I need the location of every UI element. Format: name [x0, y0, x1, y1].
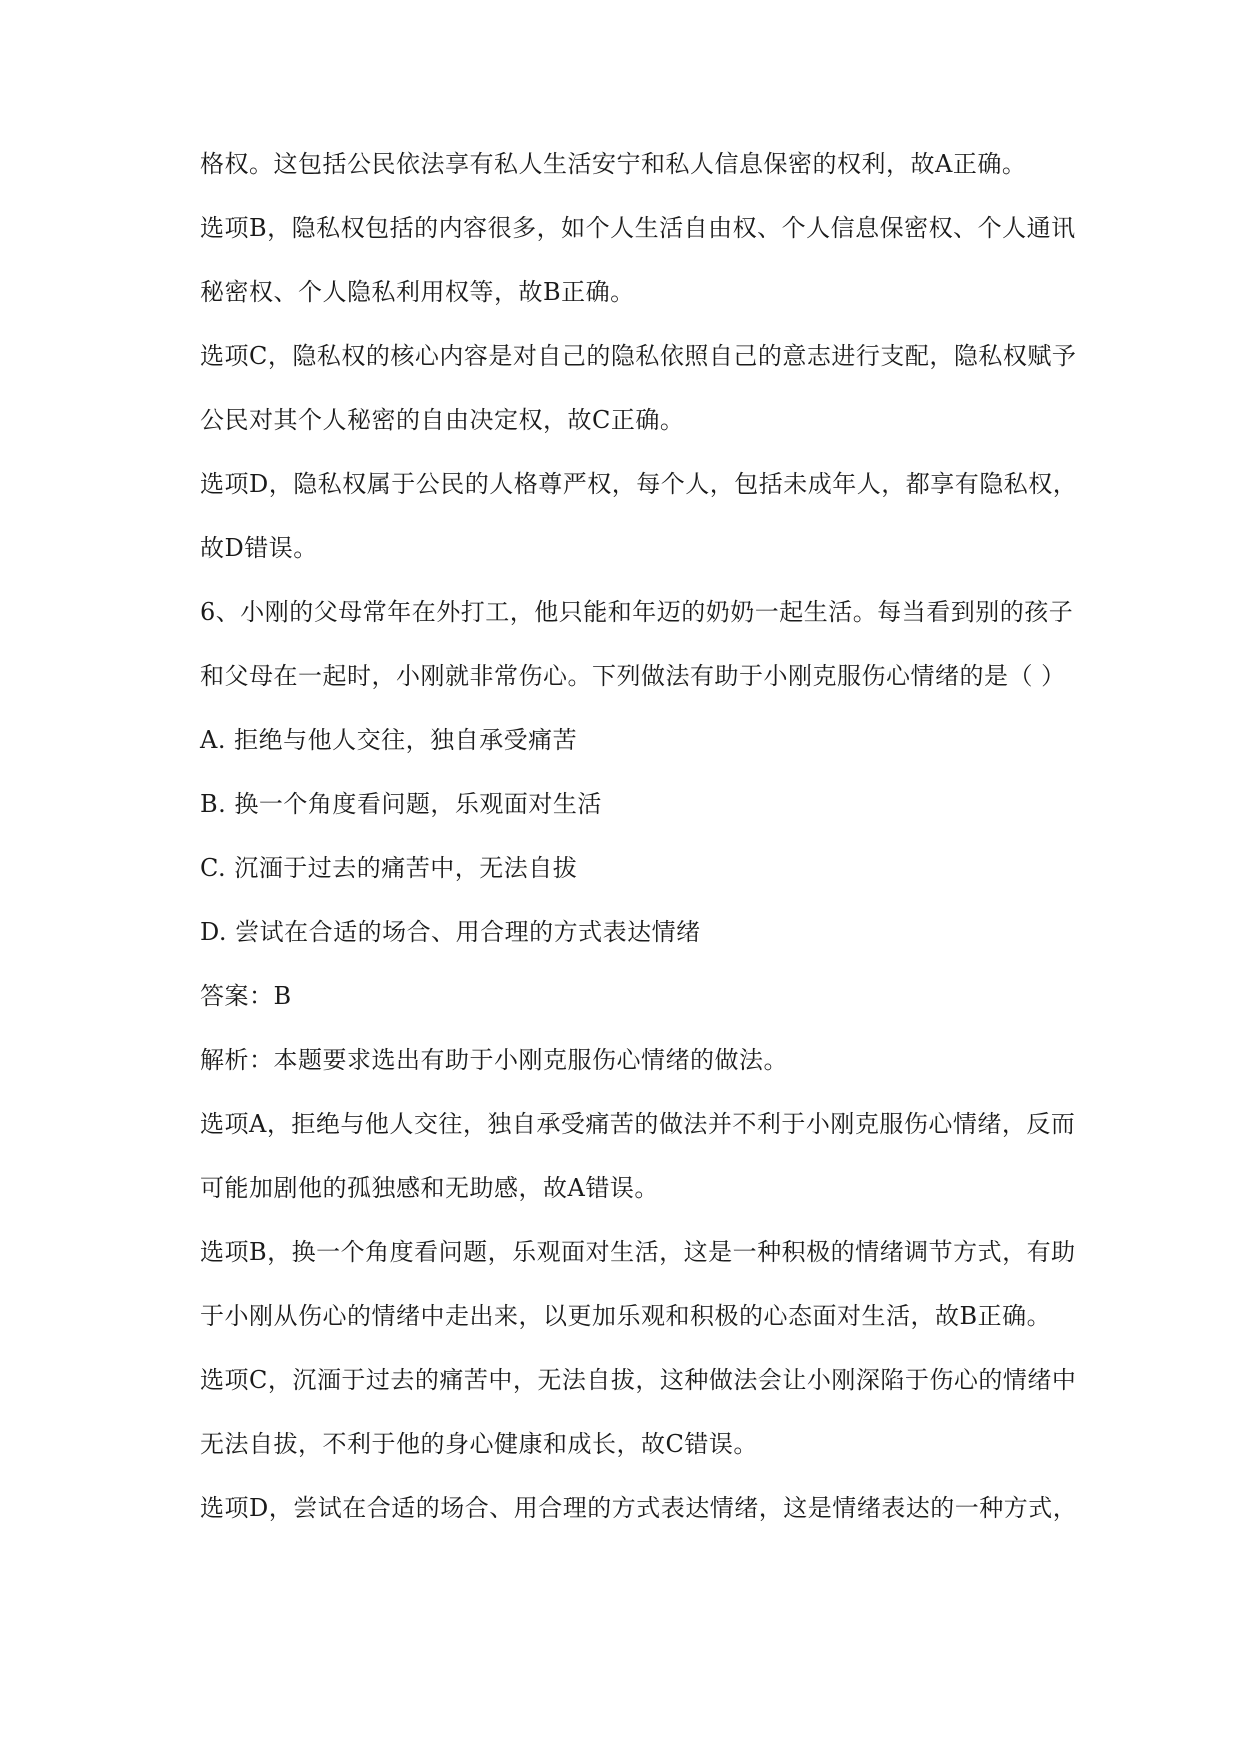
text-line: 格权。这包括公民依法享有私人生活安宁和私人信息保密的权利，故A正确。 [200, 150, 1027, 178]
text-line: 选项D，隐私权属于公民的人格尊严权，每个人，包括未成年人，都享有隐私权， [200, 470, 1078, 498]
text-line: 秘密权、个人隐私利用权等，故B正确。 [200, 278, 635, 306]
answer: 答案：B [200, 982, 292, 1010]
analysis-line: 选项A，拒绝与他人交往，独自承受痛苦的做法并不利于小刚克服伤心情绪，反而 [200, 1110, 1076, 1138]
text-line: 选项B，隐私权包括的内容很多，如个人生活自由权、个人信息保密权、个人通讯 [200, 214, 1076, 242]
analysis-line: 可能加剧他的孤独感和无助感，故A错误。 [200, 1174, 659, 1202]
analysis-intro: 解析：本题要求选出有助于小刚克服伤心情绪的做法。 [200, 1046, 788, 1074]
document-body [200, 132, 1100, 1540]
question-text: 6、小刚的父母常年在外打工，他只能和年迈的奶奶一起生活。每当看到别的孩子 [200, 598, 1074, 626]
analysis-line: 选项C，沉湎于过去的痛苦中，无法自拔，这种做法会让小刚深陷于伤心的情绪中 [200, 1366, 1077, 1394]
text-line: 选项C，隐私权的核心内容是对自己的隐私依照自己的意志进行支配，隐私权赋予 [200, 342, 1077, 370]
analysis-line: 选项D，尝试在合适的场合、用合理的方式表达情绪，这是情绪表达的一种方式， [200, 1494, 1078, 1522]
text-line: 公民对其个人秘密的自由决定权，故C正确。 [200, 406, 685, 434]
question-text: 和父母在一起时，小刚就非常伤心。下列做法有助于小刚克服伤心情绪的是（ ） [200, 662, 1066, 690]
option-b: B. 换一个角度看问题，乐观面对生活 [200, 790, 602, 818]
option-a: A. 拒绝与他人交往，独自承受痛苦 [200, 726, 578, 754]
analysis-line: 于小刚从伤心的情绪中走出来，以更加乐观和积极的心态面对生活，故B正确。 [200, 1302, 1052, 1330]
analysis-line: 选项B，换一个角度看问题，乐观面对生活，这是一种积极的情绪调节方式，有助 [200, 1238, 1076, 1266]
text-line: 故D错误。 [200, 534, 318, 562]
analysis-line: 无法自拔，不利于他的身心健康和成长，故C错误。 [200, 1430, 758, 1458]
option-d: D. 尝试在合适的场合、用合理的方式表达情绪 [200, 918, 701, 946]
option-c: C. 沉湎于过去的痛苦中，无法自拔 [200, 854, 578, 882]
